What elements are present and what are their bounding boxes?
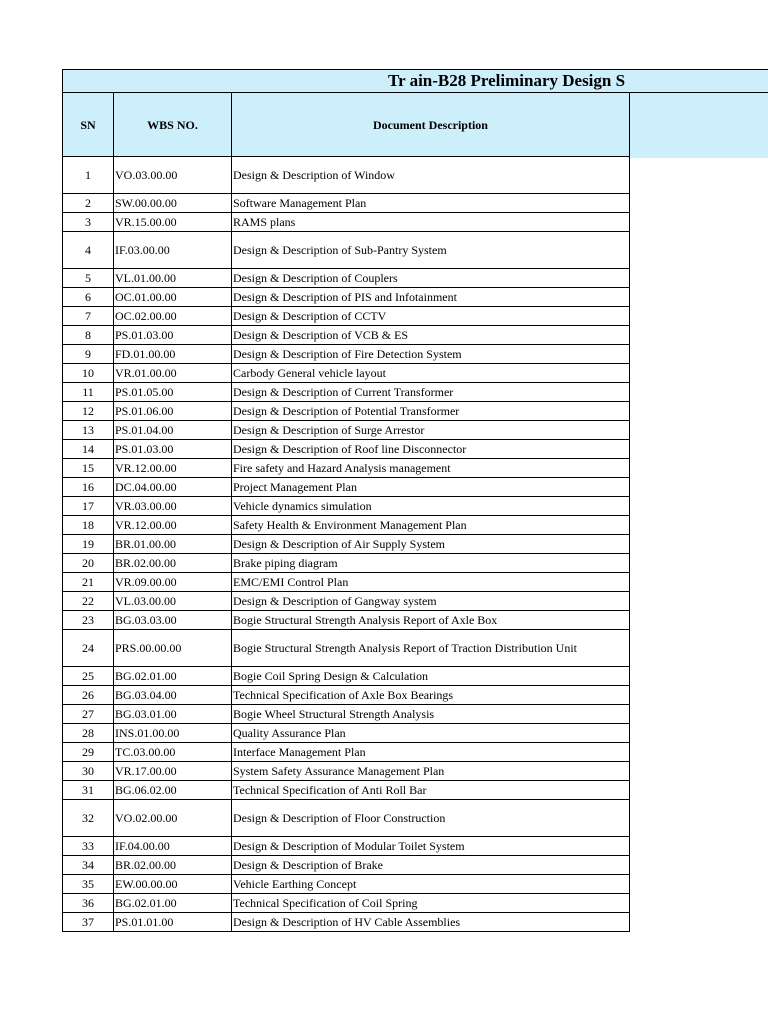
table-row bbox=[63, 856, 630, 875]
table-row bbox=[63, 686, 630, 705]
wbs-cell: DC.04.00.00 bbox=[114, 478, 232, 497]
description-cell: Design & Description of Modular Toilet System bbox=[232, 837, 630, 856]
wbs-cell: VR.12.00.00 bbox=[114, 516, 232, 535]
description-cell: Fire safety and Hazard Analysis management bbox=[232, 459, 630, 478]
description-cell: Project Management Plan bbox=[232, 478, 630, 497]
sn-cell: 14 bbox=[63, 440, 114, 459]
description-cell: Design & Description of Air Supply System bbox=[232, 535, 630, 554]
wbs-cell: TC.03.00.00 bbox=[114, 743, 232, 762]
table-row bbox=[63, 762, 630, 781]
table-row bbox=[63, 573, 630, 592]
wbs-cell: VO.03.00.00 bbox=[114, 157, 232, 194]
wbs-cell: VR.17.00.00 bbox=[114, 762, 232, 781]
wbs-cell: PS.01.06.00 bbox=[114, 402, 232, 421]
description-cell: Bogie Wheel Structural Strength Analysis bbox=[232, 705, 630, 724]
sn-cell: 15 bbox=[63, 459, 114, 478]
description-cell: Design & Description of Couplers bbox=[232, 269, 630, 288]
sn-cell: 9 bbox=[63, 345, 114, 364]
table-row bbox=[63, 421, 630, 440]
table-row bbox=[63, 611, 630, 630]
sn-cell: 34 bbox=[63, 856, 114, 875]
sn-cell: 31 bbox=[63, 781, 114, 800]
description-cell: Bogie Structural Strength Analysis Report of Axle Box bbox=[232, 611, 630, 630]
description-cell: Design & Description of Brake bbox=[232, 856, 630, 875]
sn-cell: 24 bbox=[63, 630, 114, 667]
description-cell: Design & Description of Roof line Disconnector bbox=[232, 440, 630, 459]
table-row bbox=[63, 554, 630, 573]
sn-cell: 36 bbox=[63, 894, 114, 913]
sn-cell: 37 bbox=[63, 913, 114, 932]
description-cell: RAMS plans bbox=[232, 213, 630, 232]
table-row bbox=[63, 440, 630, 459]
sn-cell: 27 bbox=[63, 705, 114, 724]
table-row bbox=[63, 459, 630, 478]
description-cell: Bogie Coil Spring Design & Calculation bbox=[232, 667, 630, 686]
wbs-cell: VR.12.00.00 bbox=[114, 459, 232, 478]
sn-cell: 28 bbox=[63, 724, 114, 743]
sn-cell: 22 bbox=[63, 592, 114, 611]
wbs-cell: IF.03.00.00 bbox=[114, 232, 232, 269]
wbs-cell: VL.03.00.00 bbox=[114, 592, 232, 611]
sn-cell: 26 bbox=[63, 686, 114, 705]
sn-cell: 16 bbox=[63, 478, 114, 497]
wbs-cell: BR.02.00.00 bbox=[114, 554, 232, 573]
table-row bbox=[63, 913, 630, 932]
description-cell: Design & Description of Sub-Pantry System bbox=[232, 232, 630, 269]
sn-cell: 7 bbox=[63, 307, 114, 326]
wbs-cell: BG.03.03.00 bbox=[114, 611, 232, 630]
sn-cell: 33 bbox=[63, 837, 114, 856]
wbs-cell: PS.01.04.00 bbox=[114, 421, 232, 440]
wbs-cell: PS.01.05.00 bbox=[114, 383, 232, 402]
description-cell: Design & Description of CCTV bbox=[232, 307, 630, 326]
sn-cell: 6 bbox=[63, 288, 114, 307]
table-row bbox=[63, 478, 630, 497]
sn-cell: 2 bbox=[63, 194, 114, 213]
table-row bbox=[63, 194, 630, 213]
table-row bbox=[63, 157, 630, 194]
description-cell: Quality Assurance Plan bbox=[232, 724, 630, 743]
wbs-cell: BG.02.01.00 bbox=[114, 667, 232, 686]
header-row bbox=[63, 93, 630, 157]
document-list-table bbox=[62, 92, 630, 932]
description-cell: Design & Description of Floor Construction bbox=[232, 800, 630, 837]
table-row bbox=[63, 705, 630, 724]
wbs-cell: PRS.00.00.00 bbox=[114, 630, 232, 667]
description-cell: Software Management Plan bbox=[232, 194, 630, 213]
table-row bbox=[63, 232, 630, 269]
table-row bbox=[63, 743, 630, 762]
table-row bbox=[63, 345, 630, 364]
header-row-band bbox=[628, 93, 768, 158]
wbs-cell: BR.01.00.00 bbox=[114, 535, 232, 554]
description-column-header: Document Description bbox=[232, 93, 630, 157]
table-row bbox=[63, 288, 630, 307]
description-cell: Design & Description of Potential Transformer bbox=[232, 402, 630, 421]
description-cell: Design & Description of Window bbox=[232, 157, 630, 194]
sn-cell: 35 bbox=[63, 875, 114, 894]
wbs-cell: INS.01.00.00 bbox=[114, 724, 232, 743]
wbs-cell: BG.06.02.00 bbox=[114, 781, 232, 800]
sn-cell: 12 bbox=[63, 402, 114, 421]
sn-cell: 19 bbox=[63, 535, 114, 554]
wbs-cell: OC.02.00.00 bbox=[114, 307, 232, 326]
wbs-cell: PS.01.03.00 bbox=[114, 326, 232, 345]
sn-cell: 17 bbox=[63, 497, 114, 516]
description-cell: Design & Description of PIS and Infotainment bbox=[232, 288, 630, 307]
table-row bbox=[63, 837, 630, 856]
table-row bbox=[63, 326, 630, 345]
description-cell: Safety Health & Environment Management Plan bbox=[232, 516, 630, 535]
wbs-cell: BG.03.01.00 bbox=[114, 705, 232, 724]
sn-cell: 13 bbox=[63, 421, 114, 440]
table-row bbox=[63, 307, 630, 326]
table-row bbox=[63, 402, 630, 421]
description-cell: Interface Management Plan bbox=[232, 743, 630, 762]
table-row bbox=[63, 800, 630, 837]
description-cell: Bogie Structural Strength Analysis Report of Traction Distribution Unit bbox=[232, 630, 630, 667]
table-row bbox=[63, 630, 630, 667]
sn-cell: 1 bbox=[63, 157, 114, 194]
description-cell: System Safety Assurance Management Plan bbox=[232, 762, 630, 781]
sn-cell: 5 bbox=[63, 269, 114, 288]
table-row bbox=[63, 667, 630, 686]
table-row bbox=[63, 497, 630, 516]
description-cell: Technical Specification of Axle Box Bearings bbox=[232, 686, 630, 705]
wbs-cell: PS.01.01.00 bbox=[114, 913, 232, 932]
wbs-cell: VR.15.00.00 bbox=[114, 213, 232, 232]
table-body bbox=[63, 157, 630, 932]
table-row bbox=[63, 781, 630, 800]
description-cell: Technical Specification of Anti Roll Bar bbox=[232, 781, 630, 800]
wbs-cell: BG.03.04.00 bbox=[114, 686, 232, 705]
description-cell: Carbody General vehicle layout bbox=[232, 364, 630, 383]
sn-cell: 21 bbox=[63, 573, 114, 592]
wbs-cell: BG.02.01.00 bbox=[114, 894, 232, 913]
wbs-cell: VR.03.00.00 bbox=[114, 497, 232, 516]
table-row bbox=[63, 516, 630, 535]
sn-cell: 3 bbox=[63, 213, 114, 232]
sn-cell: 29 bbox=[63, 743, 114, 762]
table-row bbox=[63, 269, 630, 288]
wbs-cell: FD.01.00.00 bbox=[114, 345, 232, 364]
table-row bbox=[63, 535, 630, 554]
description-cell: EMC/EMI Control Plan bbox=[232, 573, 630, 592]
wbs-cell: IF.04.00.00 bbox=[114, 837, 232, 856]
table-row bbox=[63, 364, 630, 383]
wbs-cell: BR.02.00.00 bbox=[114, 856, 232, 875]
description-cell: Vehicle Earthing Concept bbox=[232, 875, 630, 894]
description-cell: Design & Description of Current Transformer bbox=[232, 383, 630, 402]
description-cell: Technical Specification of Coil Spring bbox=[232, 894, 630, 913]
wbs-cell: VR.09.00.00 bbox=[114, 573, 232, 592]
sn-cell: 30 bbox=[63, 762, 114, 781]
table-row bbox=[63, 724, 630, 743]
sn-cell: 25 bbox=[63, 667, 114, 686]
table-row bbox=[63, 592, 630, 611]
table-row bbox=[63, 894, 630, 913]
table-row bbox=[63, 213, 630, 232]
sn-cell: 23 bbox=[63, 611, 114, 630]
description-cell: Brake piping diagram bbox=[232, 554, 630, 573]
description-cell: Design & Description of HV Cable Assemblies bbox=[232, 913, 630, 932]
description-cell: Design & Description of Fire Detection System bbox=[232, 345, 630, 364]
sn-cell: 20 bbox=[63, 554, 114, 573]
document-title: Tr ain-B28 Preliminary Design S bbox=[388, 71, 626, 90]
table-row bbox=[63, 875, 630, 894]
sn-cell: 18 bbox=[63, 516, 114, 535]
sn-cell: 32 bbox=[63, 800, 114, 837]
wbs-column-header: WBS NO. bbox=[114, 93, 232, 157]
wbs-cell: OC.01.00.00 bbox=[114, 288, 232, 307]
sn-cell: 8 bbox=[63, 326, 114, 345]
wbs-cell: PS.01.03.00 bbox=[114, 440, 232, 459]
description-cell: Design & Description of Surge Arrestor bbox=[232, 421, 630, 440]
wbs-cell: VL.01.00.00 bbox=[114, 269, 232, 288]
sn-cell: 4 bbox=[63, 232, 114, 269]
description-cell: Design & Description of VCB & ES bbox=[232, 326, 630, 345]
wbs-cell: EW.00.00.00 bbox=[114, 875, 232, 894]
wbs-cell: SW.00.00.00 bbox=[114, 194, 232, 213]
sn-column-header: SN bbox=[63, 93, 114, 157]
sn-cell: 10 bbox=[63, 364, 114, 383]
wbs-cell: VR.01.00.00 bbox=[114, 364, 232, 383]
sn-cell: 11 bbox=[63, 383, 114, 402]
wbs-cell: VO.02.00.00 bbox=[114, 800, 232, 837]
description-cell: Vehicle dynamics simulation bbox=[232, 497, 630, 516]
table-row bbox=[63, 383, 630, 402]
description-cell: Design & Description of Gangway system bbox=[232, 592, 630, 611]
